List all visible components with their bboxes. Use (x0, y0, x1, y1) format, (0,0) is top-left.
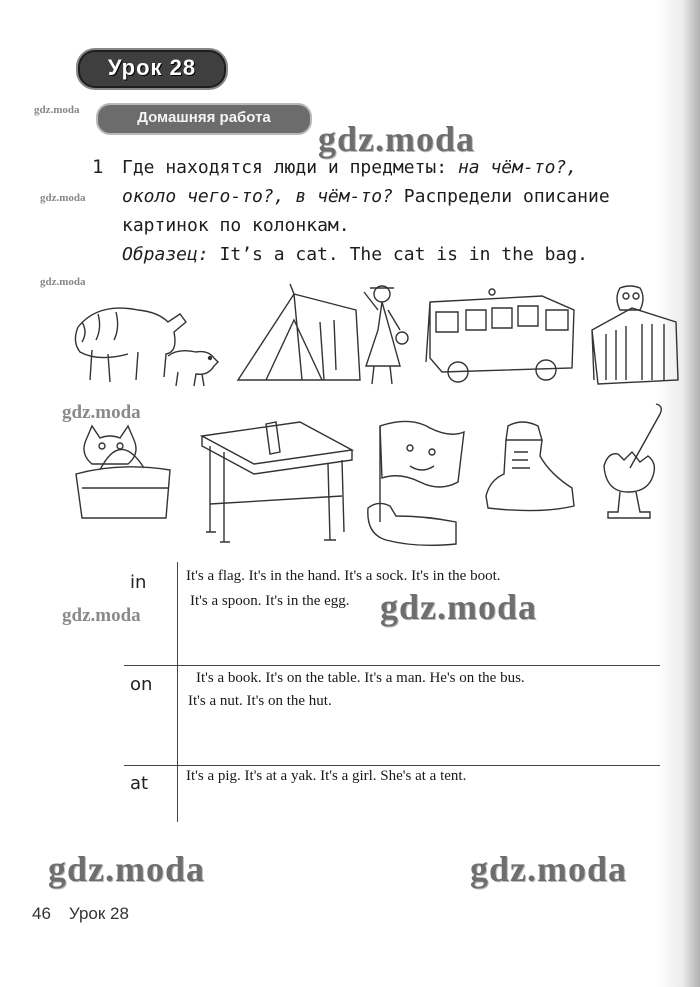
footer-lesson: Урок 28 (68, 904, 129, 923)
lesson-badge-label: Урок 28 (107, 55, 197, 80)
homework-badge-label: Домашняя работа (137, 109, 271, 126)
task-line1-italic: на чём-то?, (457, 157, 578, 178)
bus-picture (422, 288, 582, 386)
lesson-badge (76, 48, 228, 90)
table-row-divider (124, 665, 660, 666)
picture-area (60, 280, 620, 560)
page-footer (32, 904, 129, 924)
task-line2-plain: Распредели описание (392, 186, 610, 207)
preposition-on: on (130, 674, 153, 695)
watermark: gdz.moda (380, 587, 538, 627)
answer-in-line-2: It's a spoon. It's in the egg. (190, 593, 350, 609)
task-line3: картинок по колонкам. (122, 215, 350, 236)
watermark: gdz.moda (48, 849, 206, 889)
watermark: gdz.moda (34, 104, 80, 116)
desk-with-book-picture (196, 416, 356, 556)
table-row-divider (124, 765, 660, 766)
tent-and-girl-picture (232, 280, 422, 392)
page-number: 46 (32, 904, 51, 923)
example-label: Образец: (122, 244, 209, 265)
watermark: gdz.moda (470, 849, 628, 889)
cat-in-bag-picture (70, 418, 180, 528)
example-text: It’s a cat. The cat is in the bag. (208, 244, 588, 265)
flag-in-hand-picture (360, 412, 470, 552)
watermark: gdz.moda (62, 402, 141, 423)
answer-on-line-2: It's a nut. It's on the hut. (188, 693, 332, 709)
watermark: gdz.moda (318, 119, 476, 159)
task-instructions (122, 153, 642, 269)
watermark: gdz.moda (40, 192, 86, 204)
preposition-at: at (130, 773, 149, 794)
owl-on-hut-picture (586, 284, 682, 388)
task-line1-plain: Где находятся люди и предметы: (122, 157, 458, 178)
task-number: 1 (92, 156, 104, 178)
table-column-divider (177, 562, 178, 822)
preposition-in: in (130, 572, 147, 593)
sock-in-boot-picture (480, 416, 580, 516)
spoon-in-egg-picture (590, 400, 670, 530)
answer-in-line-1: It's a flag. It's in the hand. It's a sock. It's in the boot. (186, 568, 501, 584)
task-line2-italic: около чего-то?, в чём-то? (122, 186, 393, 207)
yak-and-pig-picture (68, 292, 228, 392)
watermark: gdz.moda (62, 605, 141, 626)
homework-badge (96, 103, 312, 135)
answer-on-line-1: It's a book. It's on the table. It's a man. He's on the bus. (196, 670, 525, 686)
watermark: gdz.moda (40, 276, 86, 288)
answer-at-line-1: It's a pig. It's at a yak. It's a girl. She's at a tent. (186, 768, 467, 784)
